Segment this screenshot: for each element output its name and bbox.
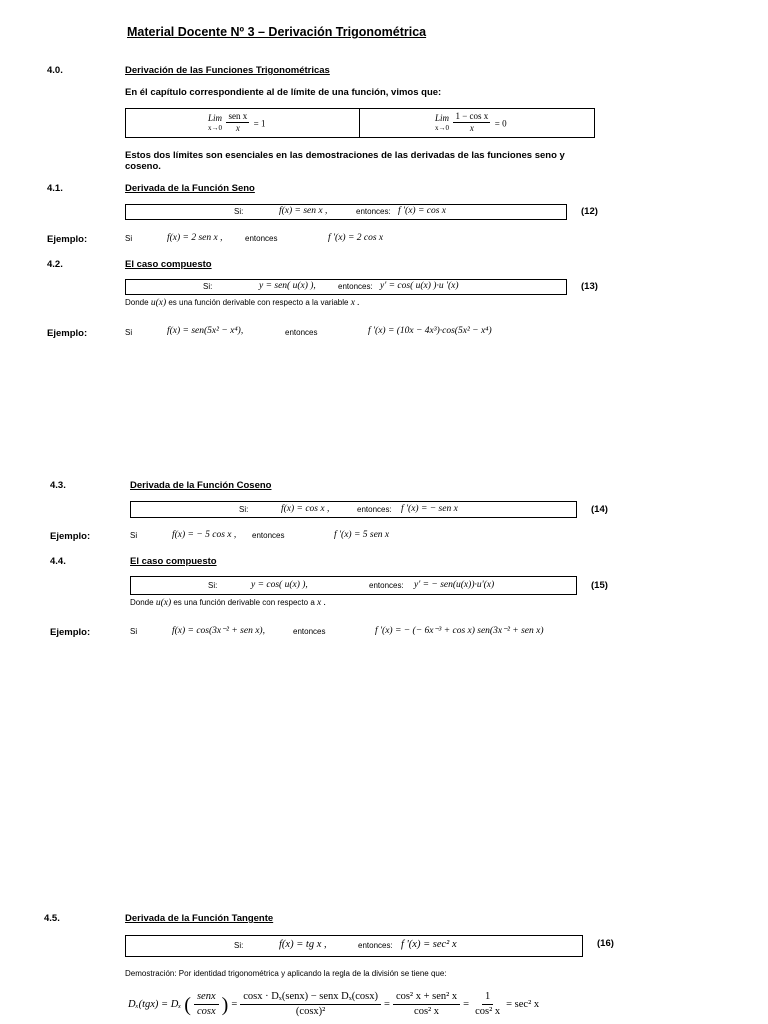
box-derivative: f '(x) = cos x <box>398 206 447 216</box>
lim-operator: Lim x→0 <box>435 112 450 132</box>
fraction-identity: cos² x + sen² x cos² x <box>393 990 460 1019</box>
example-label: Ejemplo: <box>50 627 91 638</box>
box-derivative: f '(x) = sec² x <box>401 939 457 950</box>
example-label: Ejemplo: <box>47 234 88 245</box>
example-entonces: entonces <box>252 531 285 540</box>
example-function: f(x) = − 5 cos x , <box>172 530 237 540</box>
box-si: Si: <box>208 581 218 590</box>
page-title: Material Docente Nº 3 – Derivación Trigonométrica <box>127 25 427 39</box>
example-label: Ejemplo: <box>47 328 88 339</box>
box-derivative: y' = cos( u(x) )·u '(x) <box>380 281 459 291</box>
note-line-2: coseno. <box>125 161 161 172</box>
section-heading-4-3: Derivada de la Función Coseno <box>130 480 272 491</box>
box-entonces: entonces: <box>369 581 404 590</box>
equals-sign: = <box>463 999 470 1010</box>
example-si: Si <box>125 234 133 243</box>
formula-box-15 <box>130 576 577 595</box>
equation-number-14: (14) <box>591 504 608 515</box>
formula-box-14 <box>130 501 577 518</box>
section-number-4-5: 4.5. <box>44 913 60 924</box>
box-function: y = cos( u(x) ), <box>251 580 308 590</box>
limits-box <box>125 108 595 138</box>
note-line-1: Estos dos límites son esenciales en las demostraciones de las derivadas de las funciones seno y <box>125 150 565 161</box>
box-derivative: f '(x) = − sen x <box>401 504 458 514</box>
limit-value: = 0 <box>494 118 507 129</box>
equation-number-15: (15) <box>591 580 608 591</box>
formula-box-13 <box>125 279 567 295</box>
example-derivative: f '(x) = 2 cos x <box>328 233 384 243</box>
tangent-derivation <box>128 990 539 1019</box>
limits-box-divider <box>359 109 360 137</box>
box-entonces: entonces: <box>358 941 393 950</box>
section-heading-4-4: El caso compuesto <box>130 556 217 567</box>
box-si: Si: <box>234 941 244 950</box>
limit-sin <box>208 111 266 134</box>
equals-sign: = <box>384 999 390 1010</box>
fraction-one-over-cos2: $\frac{1}{\text{cos² x}}$ <box>475 991 501 1017</box>
fraction-quotient-rule: cosx · Dₓ(senx) − senx Dₓ(cosx) (cosx)² <box>240 990 381 1019</box>
box-entonces: entonces: <box>338 282 373 291</box>
example-derivative: f '(x) = (10x − 4x³)·cos(5x² − x⁴) <box>368 326 492 336</box>
donde-note: Donde u(x) es una función derivable con respecto a x . <box>130 598 326 608</box>
box-si: Si: <box>203 282 213 291</box>
paren-close: ) <box>221 993 229 1016</box>
equation-number-16: (16) <box>597 938 614 949</box>
box-derivative: y' = − sen(u(x))·u'(x) <box>414 580 495 590</box>
donde-note: Donde u(x) es una función derivable con respecto a la variable x . <box>125 298 360 308</box>
example-entonces: entonces <box>245 234 278 243</box>
fraction-sen-cos: senx cosx <box>194 990 219 1019</box>
example-derivative: f '(x) = 5 sen x <box>334 530 390 540</box>
box-si: Si: <box>239 505 249 514</box>
intro-text: En él capítulo correspondiente al de límite de una función, vimos que: <box>125 87 442 98</box>
formula-box-16 <box>125 935 583 957</box>
example-label: Ejemplo: <box>50 531 91 542</box>
section-number-4-2: 4.2. <box>47 259 63 270</box>
example-si: Si <box>130 531 138 540</box>
fraction: $\frac{\text{sen x}}{x}$ <box>228 111 248 133</box>
example-entonces: entonces <box>285 328 318 337</box>
example-function: f(x) = sen(5x² − x⁴), <box>167 326 244 336</box>
box-entonces: entonces: <box>357 505 392 514</box>
lim-operator: Lim x→0 <box>208 112 223 132</box>
paren-open: ( <box>184 993 191 1016</box>
box-si: Si: <box>234 207 244 216</box>
section-heading-4-0: Derivación de las Funciones Trigonométricas <box>125 65 330 76</box>
example-derivative: f '(x) = − (− 6x⁻³ + cos x) sen(3x⁻² + sen x) <box>375 626 544 636</box>
box-function: y = sen( u(x) ), <box>259 281 316 291</box>
section-heading-4-5: Derivada de la Función Tangente <box>125 913 274 924</box>
limit-value: = 1 <box>253 118 266 129</box>
section-heading-4-2: El caso compuesto <box>125 259 212 270</box>
box-entonces: entonces: <box>356 207 391 216</box>
example-function: f(x) = 2 sen x , <box>167 233 223 243</box>
example-function: f(x) = cos(3x⁻² + sen x), <box>172 626 265 636</box>
limit-cos <box>435 111 507 134</box>
section-number-4-4: 4.4. <box>50 556 66 567</box>
section-number-4-0: 4.0. <box>47 65 63 76</box>
equation-number-13: (13) <box>581 281 598 292</box>
demonstration-text: Demostración: Por identidad trigonométrica y aplicando la regla de la división se tiene que: <box>125 969 447 978</box>
box-function: f(x) = sen x , <box>279 206 328 216</box>
formula-box-12 <box>125 204 567 220</box>
derivation-lhs: Dₓ(tgx) = Dₓ <box>128 999 182 1010</box>
box-function: f(x) = cos x , <box>281 504 330 514</box>
fraction: $\frac{\text{1 − cos x}}{x}$ <box>455 111 489 133</box>
equals-sign: = <box>231 999 238 1010</box>
section-heading-4-1: Derivada de la Función Seno <box>125 183 255 194</box>
derivation-result: = sec² x <box>506 999 540 1010</box>
section-number-4-3: 4.3. <box>50 480 66 491</box>
example-si: Si <box>125 328 133 337</box>
box-function: f(x) = tg x , <box>279 939 327 950</box>
example-si: Si <box>130 627 138 636</box>
example-entonces: entonces <box>293 627 326 636</box>
section-number-4-1: 4.1. <box>47 183 63 194</box>
equation-number-12: (12) <box>581 206 598 217</box>
